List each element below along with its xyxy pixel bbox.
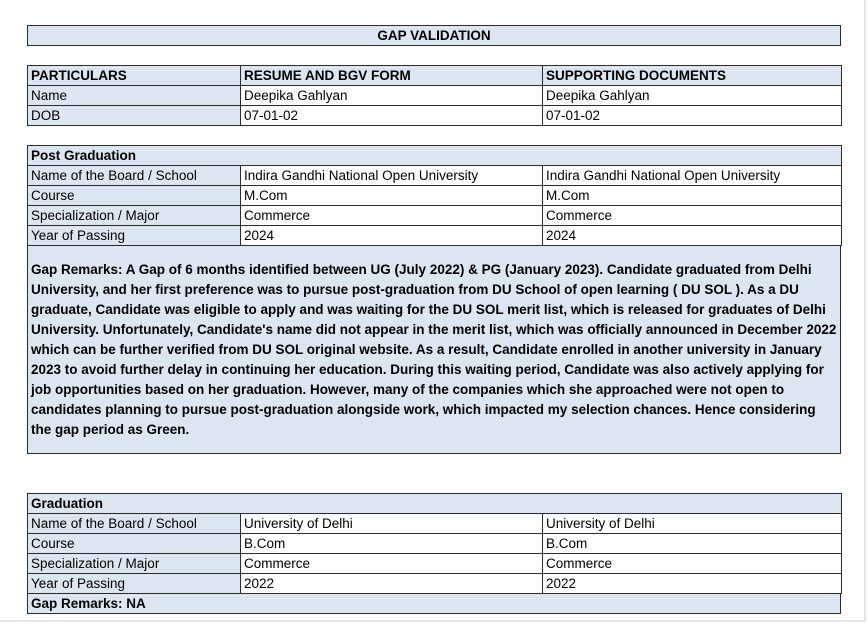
resume-value: 2024 (241, 226, 543, 246)
row-label: Course (28, 186, 241, 206)
graduation-heading: Graduation (28, 494, 842, 514)
row-label: Year of Passing (28, 226, 241, 246)
resume-value: 07-01-02 (241, 106, 543, 126)
row-label: Specialization / Major (28, 554, 241, 574)
header-supporting-docs: SUPPORTING DOCUMENTS (543, 66, 842, 86)
header-resume-bgv: RESUME AND BGV FORM (241, 66, 543, 86)
particulars-header-row (28, 66, 842, 86)
title-block (27, 25, 841, 46)
row-label: Name of the Board / School (28, 514, 241, 534)
document-value: Indira Gandhi National Open University (543, 166, 842, 186)
table-row (28, 206, 842, 226)
document-value: 2022 (543, 574, 842, 594)
row-label: Year of Passing (28, 574, 241, 594)
row-label: Name (28, 86, 241, 106)
row-label: Course (28, 534, 241, 554)
table-row (28, 186, 842, 206)
table-row (28, 166, 842, 186)
document-value: 2024 (543, 226, 842, 246)
page-title: GAP VALIDATION (28, 26, 841, 46)
document-value: Commerce (543, 554, 842, 574)
table-row (28, 86, 842, 106)
resume-value: 2022 (241, 574, 543, 594)
resume-value: Deepika Gahlyan (241, 86, 543, 106)
resume-value: Commerce (241, 554, 543, 574)
document-value: 07-01-02 (543, 106, 842, 126)
resume-value: Commerce (241, 206, 543, 226)
row-label: Specialization / Major (28, 206, 241, 226)
post-graduation-section (27, 145, 841, 454)
resume-value: M.Com (241, 186, 543, 206)
graduation-gap-remarks: Gap Remarks: NA (27, 594, 841, 614)
document-value: M.Com (543, 186, 842, 206)
document-value: Commerce (543, 206, 842, 226)
document-value: B.Com (543, 534, 842, 554)
resume-value: B.Com (241, 534, 543, 554)
table-row (28, 574, 842, 594)
header-particulars: PARTICULARS (28, 66, 241, 86)
post-graduation-heading: Post Graduation (28, 146, 842, 166)
row-label: DOB (28, 106, 241, 126)
row-label: Name of the Board / School (28, 166, 241, 186)
table-row (28, 106, 842, 126)
particulars-table (27, 65, 841, 126)
document-value: Deepika Gahlyan (543, 86, 842, 106)
post-graduation-gap-remarks: Gap Remarks: A Gap of 6 months identified between UG (July 2022) & PG (January 2023). Candidate graduated from Delhi University, and her first preference was to pursue post-graduation from DU School of open learning ( DU SOL ). As a DU graduate, Candidate was eligible to apply and was waiting for the DU SOL merit list, which is released for graduates of Delhi University. Unfortunately, Candidate's name did not appear in the merit list, which was officially announced in December 2022 which can be further verified from DU SOL original website. As a result, Candidate enrolled in another university in January 2023 to avoid further delay in continuing her education. During this waiting period, Candidate was also actively applying for job opportunities based on her graduation. However, many of the companies which she approached were not open to candidates planning to pursue post-graduation alongside work, which impacted my selection chances. Hence considering the gap period as Green. (27, 246, 841, 454)
resume-value: Indira Gandhi National Open University (241, 166, 543, 186)
table-row (28, 226, 842, 246)
resume-value: University of Delhi (241, 514, 543, 534)
graduation-section (27, 493, 841, 614)
document-value: University of Delhi (543, 514, 842, 534)
table-row (28, 534, 842, 554)
table-row (28, 554, 842, 574)
table-row (28, 514, 842, 534)
